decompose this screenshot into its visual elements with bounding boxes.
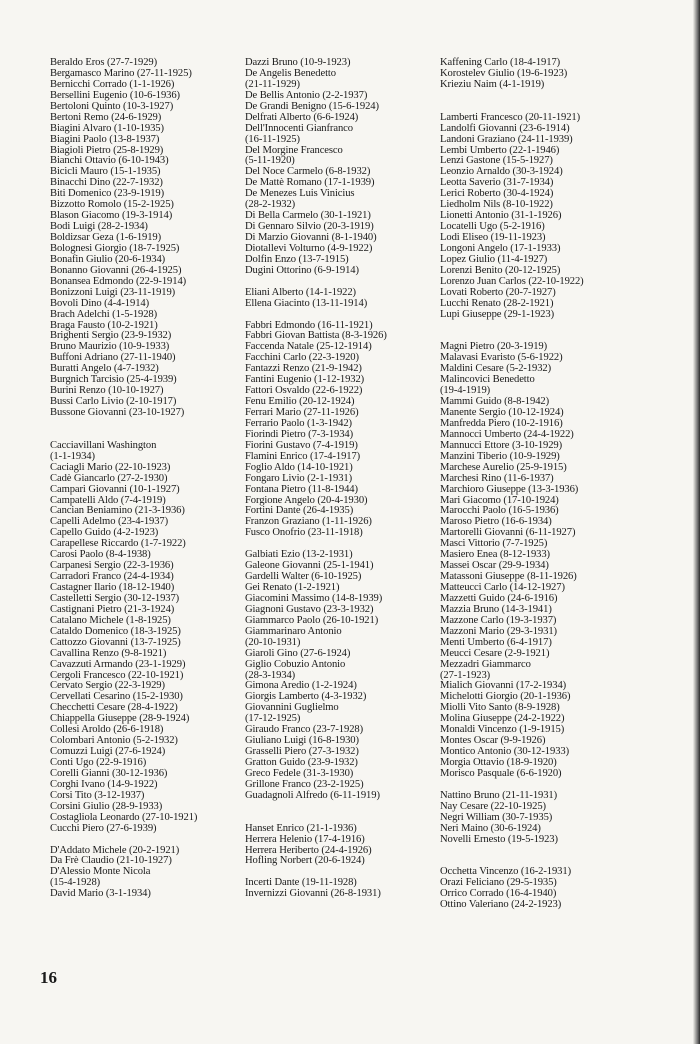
list-item: Orrico Corrado (16-4-1940) xyxy=(440,888,557,900)
list-item: Cattozzo Giovanni (13-7-1925) xyxy=(50,636,181,648)
list-item: Caciagli Mario (22-10-1923) xyxy=(50,461,171,473)
list-item: Castagner Ilario (18-12-1940) xyxy=(50,582,175,593)
list-item: Miolli Vito Santo (8-9-1928) xyxy=(440,702,560,714)
list-item: Giammarco Paolo (26-10-1921) xyxy=(245,614,379,626)
list-item: Cervellati Cesarino (15-2-1930) xyxy=(50,691,183,703)
list-item: Fusco Onofrio (23-11-1918) xyxy=(245,527,363,539)
list-item: Lovati Roberto (20-7-1927) xyxy=(440,286,556,298)
list-item: Lerici Roberto (30-4-1924) xyxy=(440,188,554,200)
list-item: Galbiati Ezio (13-2-1931) xyxy=(245,549,353,561)
list-item: Landolfi Giovanni (23-6-1914) xyxy=(440,122,570,134)
list-item: Bizzotto Romolo (15-2-1925) xyxy=(50,199,174,211)
list-item: Lopez Giulio (11-4-1927) xyxy=(440,253,548,265)
list-item: Castignani Pietro (21-3-1924) xyxy=(50,603,175,615)
list-item: Lupi Giuseppe (29-1-1923) xyxy=(440,308,555,320)
list-item: Bersellini Eugenio (10-6-1936) xyxy=(50,89,180,101)
list-item: Lorenzo Juan Carlos (22-10-1922) xyxy=(440,275,584,287)
list-item: Marchesi Rino (11-6-1937) xyxy=(440,472,554,484)
list-item: Nattino Bruno (21-11-1931) xyxy=(440,789,558,801)
list-item: Catalano Michele (1-8-1925) xyxy=(50,614,171,626)
list-item: Maroso Pietro (16-6-1934) xyxy=(440,516,552,528)
list-item: Mammi Guido (8-8-1942) xyxy=(440,396,550,408)
list-item: (20-10-1931) xyxy=(245,636,301,648)
list-item: Gardelli Walter (6-10-1925) xyxy=(245,571,362,583)
list-item: Manzini Tiberio (10-9-1929) xyxy=(440,450,560,462)
list-item: Giovannini Guglielmo xyxy=(245,702,339,714)
list-item: Biagini Paolo (13-8-1937) xyxy=(50,133,160,145)
list-item: (15-4-1928) xyxy=(50,877,101,889)
list-item: Grillone Franco (23-2-1925) xyxy=(245,778,364,790)
list-item: Galeone Giovanni (25-1-1941) xyxy=(245,560,374,572)
list-item: Fantini Eugenio (1-12-1932) xyxy=(245,374,365,386)
list-item: Montico Antonio (30-12-1933) xyxy=(440,746,570,758)
list-item: Fiorindi Pietro (7-3-1934) xyxy=(245,428,354,440)
list-item: Giaroli Gino (27-6-1924) xyxy=(245,647,351,659)
list-item: Ferrari Mario (27-11-1926) xyxy=(245,407,359,418)
list-item: Krieziu Naim (4-1-1919) xyxy=(440,78,545,90)
list-item: Franzon Graziano (1-11-1926) xyxy=(245,516,372,528)
list-item: Monaldi Vincenzo (1-9-1915) xyxy=(440,724,565,736)
list-item: Del Morgine Francesco xyxy=(245,144,343,156)
list-item: Diotallevi Volturno (4-9-1922) xyxy=(245,242,373,254)
list-item: Cervato Sergio (22-3-1929) xyxy=(50,680,165,692)
list-item: Ferrario Paolo (1-3-1942) xyxy=(245,417,352,429)
list-item: Lionetti Antonio (31-1-1926) xyxy=(440,210,562,222)
list-item: Bodi Luigi (28-2-1934) xyxy=(50,221,148,233)
list-item: (28-3-1934) xyxy=(245,669,296,681)
list-item: Lodi Eliseo (19-11-1923) xyxy=(440,232,546,243)
list-item: Carpanesi Sergio (22-3-1936) xyxy=(50,560,174,572)
list-item: Morisco Pasquale (6-6-1920) xyxy=(440,767,562,779)
list-item: Giagnoni Gustavo (23-3-1932) xyxy=(245,603,374,615)
list-item: Fenu Emilio (20-12-1924) xyxy=(245,396,355,408)
list-item: Lenzi Gastone (15-5-1927) xyxy=(440,155,553,167)
list-item: Ellena Giacinto (13-11-1914) xyxy=(245,297,368,309)
list-item: Lucchi Renato (28-2-1921) xyxy=(440,297,554,309)
spacer xyxy=(440,321,635,332)
list-item: De Bellis Antonio (2-2-1937) xyxy=(245,89,368,101)
list-item: Burini Renzo (10-10-1927) xyxy=(50,385,164,397)
list-item: Fiorini Gustavo (7-4-1919) xyxy=(245,439,358,451)
list-item: Checchetti Cesare (28-4-1922) xyxy=(50,702,178,714)
list-item: Mazzone Carlo (19-3-1937) xyxy=(440,614,557,626)
list-item: Kaffening Carlo (18-4-1917) xyxy=(440,57,561,68)
list-item: Masiero Enea (8-12-1933) xyxy=(440,549,550,561)
list-item: Novelli Ernesto (19-5-1923) xyxy=(440,833,558,845)
list-item: Corghi Ivano (14-9-1922) xyxy=(50,778,158,790)
list-item: Brach Adelchi (1-5-1928) xyxy=(50,308,158,320)
list-item: De Grandi Benigno (15-6-1924) xyxy=(245,100,379,112)
name-column-3 xyxy=(440,58,635,911)
list-item: Incerti Dante (19-11-1928) xyxy=(245,877,357,889)
list-item: Corelli Gianni (30-12-1936) xyxy=(50,767,168,779)
list-item: Massei Oscar (29-9-1934) xyxy=(440,560,549,572)
list-item: D'Alessio Monte Nicola xyxy=(50,866,151,878)
list-item: Beraldo Eros (27-7-1929) xyxy=(50,57,158,68)
list-item: Braga Fausto (10-2-1921) xyxy=(50,319,158,331)
list-item: Gei Renato (1-2-1921) xyxy=(245,582,340,593)
list-item: Bussi Carlo Livio (2-10-1917) xyxy=(50,396,177,408)
list-item: Capelli Adelmo (23-4-1937) xyxy=(50,516,169,528)
list-item: Lembi Umberto (22-1-1946) xyxy=(440,144,560,156)
list-item: Comuzzi Luigi (27-6-1924) xyxy=(50,746,166,758)
list-item: Fabbri Giovan Battista (8-3-1926) xyxy=(245,330,387,342)
list-item: Bicicli Mauro (15-1-1935) xyxy=(50,166,161,178)
list-item: Binacchi Dino (22-7-1932) xyxy=(50,177,163,189)
list-item: (28-2-1932) xyxy=(245,199,296,211)
list-item: Ottino Valeriano (24-2-1923) xyxy=(440,899,562,911)
list-item: Manfredda Piero (10-2-1916) xyxy=(440,417,563,429)
list-item: Korostelev Giulio (19-6-1923) xyxy=(440,67,568,79)
list-item: Biti Domenico (23-9-1919) xyxy=(50,188,165,200)
list-item: Bergamasco Marino (27-11-1925) xyxy=(50,67,192,79)
spacer xyxy=(50,419,240,430)
list-item: Gimona Aredio (1-2-1924) xyxy=(245,680,357,692)
list-item: Giraudo Franco (23-7-1928) xyxy=(245,724,364,736)
list-item: Mazzetti Guido (24-6-1916) xyxy=(440,592,558,604)
list-item: Carradori Franco (24-4-1934) xyxy=(50,571,174,583)
list-item: Grasselli Piero (27-3-1932) xyxy=(245,746,359,758)
list-item: Del Noce Carmelo (6-8-1932) xyxy=(245,166,371,178)
list-item: Martorelli Giovanni (6-11-1927) xyxy=(440,527,576,539)
list-item: Fontana Pietro (11-8-1944) xyxy=(245,483,358,495)
list-item: Conti Ugo (22-9-1916) xyxy=(50,757,147,768)
list-item: Malincovici Benedetto xyxy=(440,374,535,386)
list-item: Bonansea Edmondo (22-9-1914) xyxy=(50,275,187,287)
list-item: Forgione Angelo (20-4-1930) xyxy=(245,494,368,506)
list-item: Herrera Helenio (17-4-1916) xyxy=(245,833,365,845)
list-item: Campari Giovanni (10-1-1927) xyxy=(50,483,180,495)
list-item: Malavasi Evaristo (5-6-1922) xyxy=(440,352,563,364)
name-column-2 xyxy=(245,58,435,900)
list-item: (16-11-1925) xyxy=(245,133,300,145)
page-edge-shadow xyxy=(693,0,700,1044)
list-item: Cancian Beniamino (21-3-1936) xyxy=(50,505,185,517)
list-item: Mazzoni Mario (29-3-1931) xyxy=(440,625,557,637)
list-item: Herrera Heriberto (24-4-1926) xyxy=(245,844,372,856)
list-item: Fattori Osvaldo (22-6-1922) xyxy=(245,385,363,397)
list-item: Carapellese Riccardo (1-7-1922) xyxy=(50,538,186,550)
list-item: Bonanno Giovanni (26-4-1925) xyxy=(50,264,182,276)
list-item: Meucci Cesare (2-9-1921) xyxy=(440,647,550,659)
list-item: Michelotti Giorgio (20-1-1936) xyxy=(440,691,571,703)
page-number: 16 xyxy=(40,968,57,987)
list-item: Corsi Tito (3-12-1937) xyxy=(50,789,145,801)
list-item: Costagliola Leonardo (27-10-1921) xyxy=(50,811,198,823)
spacer xyxy=(440,91,635,102)
spacer xyxy=(50,835,240,846)
list-item: Colombari Antonio (5-2-1932) xyxy=(50,735,178,747)
list-item: Magni Pietro (20-3-1919) xyxy=(440,341,548,353)
list-item: Facchini Carlo (22-3-1920) xyxy=(245,352,359,364)
list-item: Lorenzi Benito (20-12-1925) xyxy=(440,264,561,276)
list-item: Greco Fedele (31-3-1930) xyxy=(245,767,354,779)
list-item: Masci Vittorio (7-7-1925) xyxy=(440,538,548,550)
list-item: Biagini Alvaro (1-10-1935) xyxy=(50,122,164,134)
list-item: Giacomini Massimo (14-8-1939) xyxy=(245,592,383,604)
list-item: Marchese Aurelio (25-9-1915) xyxy=(440,461,567,473)
list-item: Fortini Dante (26-4-1935) xyxy=(245,505,354,517)
list-item: Neri Maino (30-6-1924) xyxy=(440,822,541,834)
list-item: Boldizsar Geza (1-6-1919) xyxy=(50,232,162,243)
list-item: Cataldo Domenico (18-3-1925) xyxy=(50,625,181,637)
list-item: Matassoni Giuseppe (8-11-1926) xyxy=(440,571,577,583)
list-item: Cergoli Francesco (22-10-1921) xyxy=(50,669,184,681)
list-item: Corsini Giulio (28-9-1933) xyxy=(50,800,163,812)
list-item: Gratton Guido (23-9-1932) xyxy=(245,757,358,768)
spacer xyxy=(245,813,435,824)
list-item: Foglio Aldo (14-10-1921) xyxy=(245,461,353,473)
list-item: Leotta Saverio (31-7-1934) xyxy=(440,177,554,189)
list-item: Capello Guido (4-2-1923) xyxy=(50,527,159,539)
list-item: De Mattè Romano (17-1-1939) xyxy=(245,177,375,189)
list-item: Bonizzoni Luigi (23-11-1919) xyxy=(50,286,176,298)
list-item: Manente Sergio (10-12-1924) xyxy=(440,407,564,418)
list-item: Morgia Ottavio (18-9-1920) xyxy=(440,757,557,768)
list-item: Hanset Enrico (21-1-1936) xyxy=(245,822,357,834)
list-item: Fantazzi Renzo (21-9-1942) xyxy=(245,363,362,375)
list-item: Orazi Feliciano (29-5-1935) xyxy=(440,877,557,889)
list-item: (17-12-1925) xyxy=(245,713,301,725)
list-item: (27-1-1923) xyxy=(440,669,491,681)
list-item: (5-11-1920) xyxy=(245,155,295,167)
list-item: Maldini Cesare (5-2-1932) xyxy=(440,363,552,375)
spacer xyxy=(245,310,435,321)
list-item: Giammarinaro Antonio xyxy=(245,625,342,637)
list-item: Bonafin Giulio (20-6-1934) xyxy=(50,253,166,265)
list-item: Castelletti Sergio (30-12-1937) xyxy=(50,592,180,604)
list-item: Giuliano Luigi (16-8-1930) xyxy=(245,735,359,747)
list-item: Bruno Maurizio (10-9-1933) xyxy=(50,341,170,353)
list-item: Bussone Giovanni (23-10-1927) xyxy=(50,407,185,418)
list-item: Blason Giacomo (19-3-1914) xyxy=(50,210,173,222)
list-item: Dugini Ottorino (6-9-1914) xyxy=(245,264,359,276)
list-item: Marocchi Paolo (16-5-1936) xyxy=(440,505,559,517)
list-item: Mari Giacomo (17-10-1924) xyxy=(440,494,559,506)
list-item: Cavallina Renzo (9-8-1921) xyxy=(50,647,167,659)
list-item: Matteucci Carlo (14-12-1927) xyxy=(440,582,565,593)
list-item: Menti Umberto (6-4-1917) xyxy=(440,636,552,648)
list-item: Cadè Giancarlo (27-2-1930) xyxy=(50,472,168,484)
list-item: Mannucci Ettore (3-10-1929) xyxy=(440,439,563,451)
list-item: Flamini Enrico (17-4-1917) xyxy=(245,450,361,462)
list-item: Carosi Paolo (8-4-1938) xyxy=(50,549,151,561)
list-item: Mazzia Bruno (14-3-1941) xyxy=(440,603,552,615)
list-item: Buratti Angelo (4-7-1932) xyxy=(50,363,159,375)
list-item: Brighenti Sergio (23-9-1932) xyxy=(50,330,172,342)
list-item: Bertoloni Quinto (10-3-1927) xyxy=(50,100,174,112)
list-item: Delfrati Alberto (6-6-1924) xyxy=(245,111,359,123)
list-item: Buffoni Adriano (27-11-1940) xyxy=(50,352,176,364)
list-item: Chiappella Giuseppe (28-9-1924) xyxy=(50,713,190,725)
list-item: Bolognesi Giorgio (18-7-1925) xyxy=(50,242,180,254)
list-item: Cavazzuti Armando (23-1-1929) xyxy=(50,658,186,670)
list-item: Biagioli Pietro (25-8-1929) xyxy=(50,144,164,156)
list-item: Longoni Angelo (17-1-1933) xyxy=(440,242,561,254)
spacer xyxy=(440,846,635,857)
spacer xyxy=(245,802,435,813)
list-item: Fongaro Livio (2-1-1931) xyxy=(245,472,353,484)
list-item: (21-11-1929) xyxy=(245,78,300,90)
list-item: Mannocci Umberto (24-4-1922) xyxy=(440,428,574,440)
list-item: Leonzio Arnaldo (30-3-1924) xyxy=(440,166,563,178)
list-item: Negri William (30-7-1935) xyxy=(440,811,553,823)
list-item: Invernizzi Giovanni (26-8-1931) xyxy=(245,888,381,900)
list-item: Molina Giuseppe (24-2-1922) xyxy=(440,713,565,725)
list-item: Bernicchi Corrado (1-1-1926) xyxy=(50,78,175,90)
list-item: Mezzadri Giammarco xyxy=(440,658,531,670)
list-item: Di Gennaro Silvio (20-3-1919) xyxy=(245,221,374,233)
list-item: Mialich Giovanni (17-2-1934) xyxy=(440,680,567,692)
list-item: Bovoli Dino (4-4-1914) xyxy=(50,297,150,309)
list-item: Hofling Norbert (20-6-1924) xyxy=(245,855,365,867)
list-item: Giorgis Lamberto (4-3-1932) xyxy=(245,691,367,703)
list-item: Da Frè Claudio (21-10-1927) xyxy=(50,855,172,867)
list-item: (19-4-1919) xyxy=(440,385,491,397)
list-item: David Mario (3-1-1934) xyxy=(50,888,151,900)
list-item: De Angelis Benedetto xyxy=(245,67,336,79)
list-item: Bertoni Remo (24-6-1929) xyxy=(50,111,162,123)
list-item: Cacciavillani Washington xyxy=(50,439,157,451)
list-item: Montes Oscar (9-9-1926) xyxy=(440,735,546,747)
list-item: Di Marzio Giovanni (8-1-1940) xyxy=(245,232,377,243)
list-item: Dell'Innocenti Gianfranco xyxy=(245,122,353,134)
list-item: Faccenda Natale (25-12-1914) xyxy=(245,341,372,353)
list-item: Landoni Graziano (24-11-1939) xyxy=(440,133,573,145)
list-item: Bianchi Ottavio (6-10-1943) xyxy=(50,155,169,167)
list-item: D'Addato Michele (20-2-1921) xyxy=(50,844,180,856)
list-item: Fabbri Edmondo (16-11-1921) xyxy=(245,319,373,331)
list-item: Lamberti Francesco (20-11-1921) xyxy=(440,111,581,123)
list-item: (1-1-1934) xyxy=(50,450,95,462)
list-item: Burgnich Tarcisio (25-4-1939) xyxy=(50,374,177,386)
list-item: Eliani Alberto (14-1-1922) xyxy=(245,286,356,298)
list-item: Giglio Cobuzio Antonio xyxy=(245,658,346,670)
list-item: Occhetta Vincenzo (16-2-1931) xyxy=(440,866,571,878)
name-column-1 xyxy=(50,58,240,900)
list-item: Marchioro Giuseppe (13-3-1936) xyxy=(440,483,579,495)
list-item: Cucchi Piero (27-6-1939) xyxy=(50,822,157,834)
list-item: Dolfin Enzo (13-7-1915) xyxy=(245,253,349,265)
list-item: Campatelli Aldo (7-4-1919) xyxy=(50,494,166,506)
list-item: Nay Cesare (22-10-1925) xyxy=(440,800,546,812)
list-item: Collesi Aroldo (26-6-1918) xyxy=(50,724,164,736)
list-item: Locatelli Ugo (5-2-1916) xyxy=(440,221,545,233)
list-item: Liedholm Nils (8-10-1922) xyxy=(440,199,553,211)
list-item: Guadagnoli Alfredo (6-11-1919) xyxy=(245,789,380,801)
list-item: De Menezes Luis Vinicius xyxy=(245,188,355,200)
list-item: Dazzi Bruno (10-9-1923) xyxy=(245,57,351,68)
list-item: Di Bella Carmelo (30-1-1921) xyxy=(245,210,371,222)
